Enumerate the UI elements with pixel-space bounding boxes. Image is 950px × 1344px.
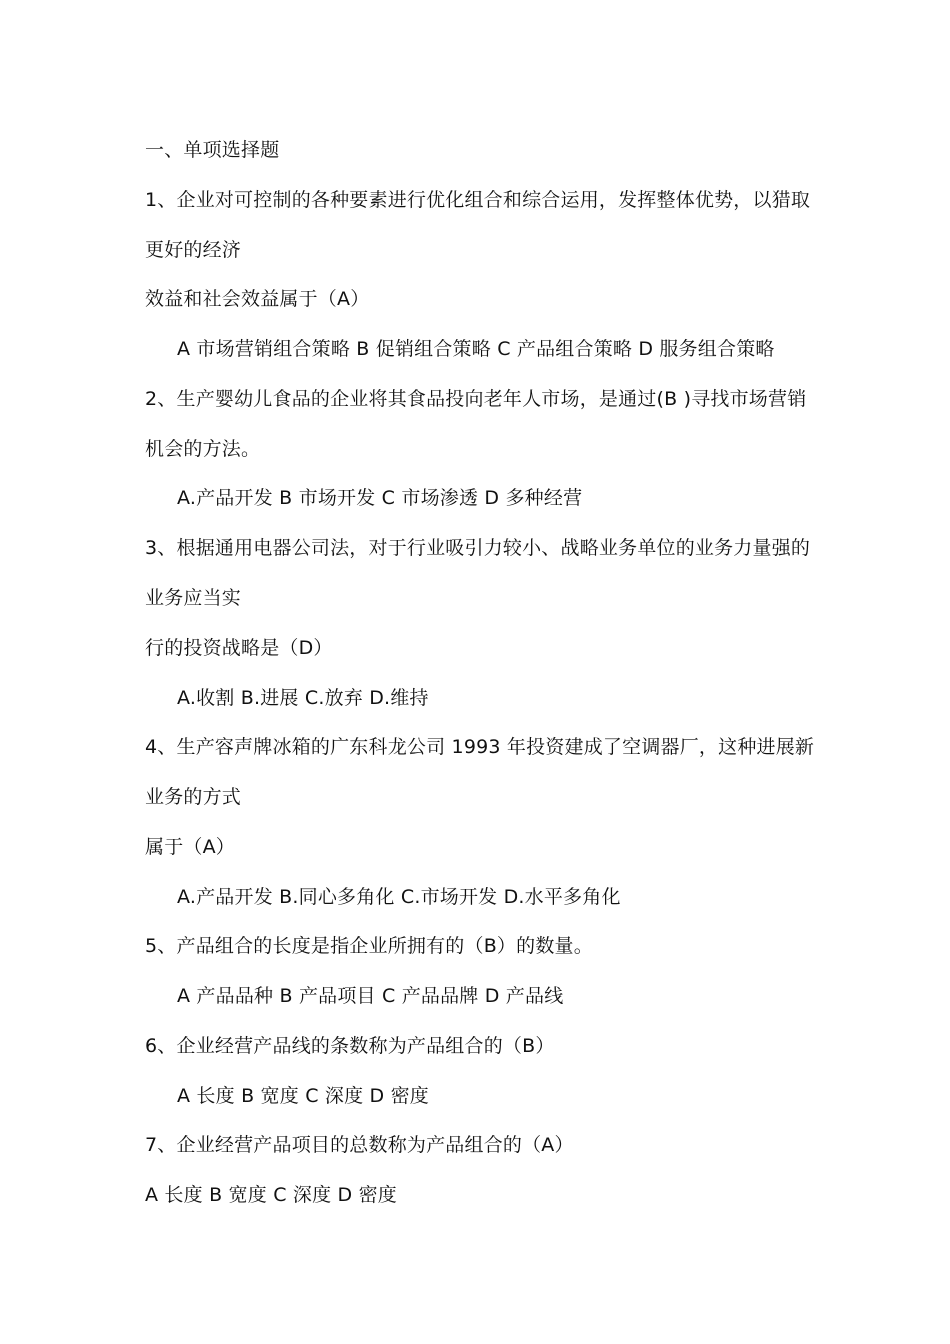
question-3-stem-line-3: 行的投资战略是（D） [145,637,333,659]
question-7-options: A 长度 B 宽度 C 深度 D 密度 [145,1184,398,1206]
question-3-stem-line-2: 业务应当实 [145,587,242,609]
question-2-stem-line-2: 机会的方法。 [145,438,261,460]
question-1-options: A 市场营销组合策略 B 促销组合策略 C 产品组合策略 D 服务组合策略 [177,338,775,360]
question-4-stem-line-3: 属于（A） [145,836,235,858]
question-5-stem-line-1: 5、产品组合的长度是指企业所拥有的（B）的数量。 [145,935,593,957]
question-5-options: A 产品品种 B 产品项目 C 产品品牌 D 产品线 [177,985,564,1007]
question-3-options: A.收割 B.进展 C.放弃 D.维持 [177,687,429,709]
question-4-stem-line-2: 业务的方式 [145,786,242,808]
question-3-stem-line-1: 3、根据通用电器公司法，对于行业吸引力较小、战略业务单位的业务力量强的 [145,537,811,559]
question-1-stem-line-1: 1、企业对可控制的各种要素进行优化组合和综合运用，发挥整体优势，以猎取 [145,189,811,211]
question-6-stem-line-1: 6、企业经营产品线的条数称为产品组合的（B） [145,1035,555,1057]
question-6-options: A 长度 B 宽度 C 深度 D 密度 [177,1085,430,1107]
question-4-options: A.产品开发 B.同心多角化 C.市场开发 D.水平多角化 [177,886,621,908]
question-7-stem-line-1: 7、企业经营产品项目的总数称为产品组合的（A） [145,1134,574,1156]
section-title: 一、单项选择题 [145,139,280,161]
question-4-stem-line-1: 4、生产容声牌冰箱的广东科龙公司 1993 年投资建成了空调器厂，这种进展新 [145,736,815,758]
question-2-options: A.产品开发 B 市场开发 C 市场渗透 D 多种经营 [177,487,583,509]
question-2-stem-line-1: 2、生产婴幼儿食品的企业将其食品投向老年人市场，是通过(B )寻找市场营销 [145,388,807,410]
question-1-stem-line-2: 更好的经济 [145,239,242,261]
question-1-stem-line-3: 效益和社会效益属于（A） [145,288,370,310]
